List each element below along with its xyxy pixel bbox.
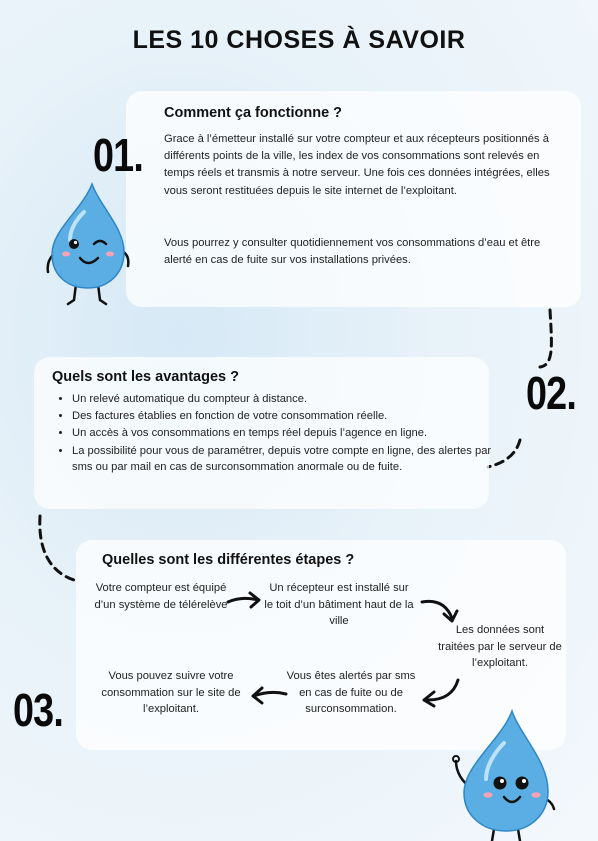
list-item: • La possibilité pour vous de paramétrer, depuis votre compte en ligne, des alertes par sms ou par mail en cas de surconsommation anormale ou de fuite. bbox=[72, 443, 497, 475]
step-5-text: Vous pouvez suivre votre consommation sur le site de l’exploitant. bbox=[101, 670, 241, 715]
arrow-left-icon bbox=[248, 684, 288, 706]
number-02: 02. bbox=[526, 367, 576, 419]
step-4-text: Vous êtes alertés par sms en cas de fuite ou de surconsommation. bbox=[286, 670, 416, 715]
water-drop-mascot-waving-icon bbox=[442, 705, 558, 841]
dashed-connector-2-3 bbox=[30, 510, 80, 586]
section-how-it-works-heading: Comment ça fonctionne ? bbox=[164, 105, 343, 121]
page-title: LES 10 CHOSES À SAVOIR bbox=[132, 26, 466, 54]
section-how-it-works-paragraph-2: Vous pourrez y consulter quotidiennement vos consommations d’eau et être alerté en cas de fuite sur vos installations privées. bbox=[164, 237, 541, 267]
arrow-curved-down-right-icon bbox=[420, 596, 460, 626]
section-advantages-card bbox=[34, 357, 492, 509]
step-3-text: Les données sont traitées par le serveur de l’exploitant. bbox=[438, 624, 562, 669]
step-1-text: Votre compteur est équipé d’un système de télérelève bbox=[94, 582, 228, 611]
list-item: • Des factures établies en fonction de votre consommation réelle. bbox=[72, 408, 497, 424]
list-item: • Un relevé automatique du compteur à distance. bbox=[72, 391, 497, 407]
arrow-right-icon bbox=[226, 590, 264, 610]
section-how-it-works-paragraph-1: Grace à l’émetteur installé sur votre compteur et aux récepteurs positionnés à différents points de la ville, les index de vos consommations sont relevés en temps réels et transmis à notre serveur. Une fois ces données intégrées, elles vous seront restituées depuis le site internet de l’exploitant. bbox=[164, 133, 550, 197]
section-advantages-heading: Quels sont les avantages ? bbox=[52, 369, 239, 385]
step-2-text: Un récepteur est installé sur le toit d’un bâtiment haut de la ville bbox=[264, 582, 414, 627]
number-03: 03. bbox=[13, 684, 63, 736]
water-drop-mascot-winking-icon bbox=[40, 180, 132, 312]
number-01: 01. bbox=[93, 129, 143, 181]
advantages-list bbox=[52, 391, 497, 476]
arrow-curved-down-left-icon bbox=[416, 676, 462, 708]
section-how-it-works-card bbox=[126, 91, 581, 307]
list-item: • Un accès à vos consommations en temps réel depuis l’agence en ligne. bbox=[72, 425, 497, 441]
section-steps-heading: Quelles sont les différentes étapes ? bbox=[102, 552, 355, 568]
